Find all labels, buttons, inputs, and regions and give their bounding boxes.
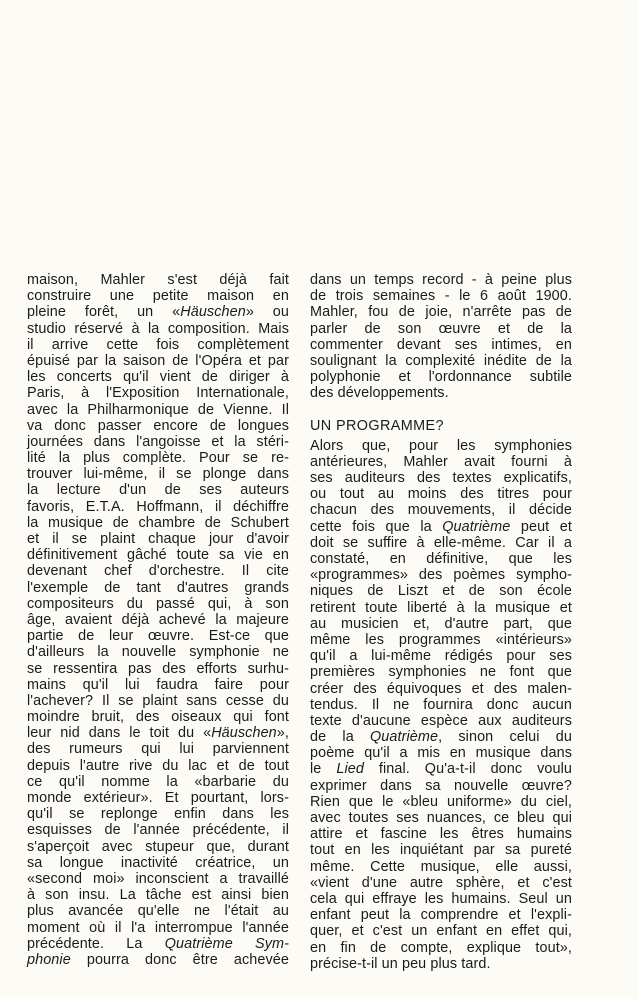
- text-line: commenter devant ses intimes, en: [310, 336, 572, 353]
- text-line: au musicien et, d'autre part, que: [310, 615, 572, 632]
- text-line: texte d'aucune espèce aux auditeurs: [310, 712, 572, 729]
- text-line: même. Cette musique, elle aussi,: [310, 858, 572, 875]
- text-line: «vient d'une autre sphère, et c'est: [310, 874, 572, 891]
- text-line: trouver lui-même, il se plonge dans: [27, 466, 289, 483]
- text-line: favoris, E.T.A. Hoffmann, il déchiffre: [27, 498, 289, 515]
- text-line: l'exemple de tant d'autres grands: [27, 579, 289, 596]
- text-line: d'ailleurs la nouvelle symphonie ne: [27, 644, 289, 661]
- text-line: polyphonie et l'ordonnance subtile: [310, 369, 572, 386]
- text-line: à son insu. La tâche est ainsi bien: [27, 887, 289, 904]
- text-line: partie de leur œuvre. Est-ce que: [27, 628, 289, 645]
- text-line: «second moi» inconscient a travaillé: [27, 870, 289, 887]
- left-text-column: [27, 272, 289, 968]
- intro-paragraph: [310, 272, 572, 402]
- text-line: antérieures, Mahler avait fourni à: [310, 453, 572, 470]
- text-line: s'aperçoit avec stupeur que, durant: [27, 838, 289, 855]
- text-line: qu'il a lui-même rédigés pour ses: [310, 648, 572, 665]
- text-line: studio réservé à la composition. Mais: [27, 320, 289, 337]
- text-line: parler de son œuvre et de la: [310, 320, 572, 337]
- text-line: les concerts qu'il vient de diriger à: [27, 369, 289, 386]
- text-line: ce qu'il nomme la «barbarie du: [27, 773, 289, 790]
- text-line: devenant chef d'orchestre. Il cite: [27, 563, 289, 580]
- text-line: enfant peut la comprendre et l'expli-: [310, 907, 572, 924]
- text-line: cela qui effraye les humains. Seul un: [310, 890, 572, 907]
- text-line: l'achever? Il se plaint sans cesse du: [27, 692, 289, 709]
- text-line: leur nid dans le toit du «Häuschen»,: [27, 725, 289, 742]
- text-line: esquisses de l'année précédente, il: [27, 822, 289, 839]
- text-line: depuis l'autre rive du lac et de tout: [27, 757, 289, 774]
- text-line: Mahler, fou de joie, n'arrête pas de: [310, 304, 572, 321]
- text-line: le Lied final. Qu'a-t-il donc voulu: [310, 761, 573, 778]
- text-line: construire une petite maison en: [27, 288, 289, 305]
- text-line: précédente. La Quatrième Sym-: [27, 935, 289, 952]
- text-line: exprimer dans sa nouvelle œuvre?: [310, 777, 572, 794]
- text-line: ses auditeurs des textes explicatifs,: [310, 470, 572, 487]
- text-line: même les programmes «intérieurs»: [310, 631, 572, 648]
- text-line: plus avancée qu'elle ne l'était au: [27, 903, 289, 920]
- text-line: constaté, en définitive, que les: [310, 551, 572, 567]
- text-line: de trois semaines - le 6 août 1900.: [310, 288, 572, 305]
- program-paragraph: [310, 438, 572, 972]
- text-line: niques de Liszt et de son école: [310, 583, 572, 600]
- text-line: de la Quatrième, sinon celui du: [310, 729, 572, 746]
- text-line: mains qu'il lui faudra faire pour: [27, 676, 289, 693]
- text-line: soulignant la complexité inédite de la: [310, 352, 572, 369]
- text-line: cette fois que la Quatrième peut et: [310, 518, 572, 535]
- text-line: tendus. Il ne fournira donc aucun: [310, 696, 572, 713]
- text-line: la lecture d'un de ses auteurs: [27, 482, 289, 499]
- text-line: se ressentira pas des efforts surhu-: [27, 660, 289, 677]
- text-line: compositeurs du passé qui, à son: [27, 595, 289, 612]
- text-line: définitivement gâché toute sa vie en: [27, 547, 289, 564]
- text-line: lité la plus complète. Pour se re-: [27, 450, 289, 467]
- text-line: chacun des mouvements, il décide: [310, 502, 572, 519]
- text-line: va donc passer encore de longues: [27, 417, 289, 434]
- text-line: phonie pourra donc être achevée: [27, 951, 289, 968]
- text-line: maison, Mahler s'est déjà fait: [27, 272, 289, 288]
- text-line: en fin de compte, explique tout»,: [310, 939, 572, 956]
- text-line: poème qu'il a mis en musique dans: [310, 745, 572, 762]
- text-line: et il se plaint chaque jour d'avoir: [27, 531, 289, 547]
- text-line: tout en les inquiétant par sa pureté: [310, 842, 572, 859]
- text-line: la musique de chambre de Schubert: [27, 514, 289, 531]
- text-line: Rien que le «bleu uniforme» du ciel,: [310, 793, 572, 810]
- text-line: journées dans l'angoisse et la stéri-: [27, 433, 289, 450]
- text-line: il arrive cette fois complètement: [27, 336, 289, 353]
- text-line: des rumeurs qui lui parviennent: [27, 741, 289, 758]
- text-line: créer des équivoques et des malen-: [310, 680, 572, 697]
- text-line: moment où il l'a interrompue l'année: [27, 919, 289, 936]
- text-line: avec la Philharmonique de Vienne. Il: [27, 401, 289, 418]
- text-line: moindre bruit, des oiseaux qui font: [27, 709, 289, 726]
- text-line: Alors que, pour les symphonies: [310, 437, 572, 454]
- text-line: doit se suffire à elle-même. Car il a: [310, 534, 572, 551]
- text-line: épuisé par la saison de l'Opéra et par: [27, 352, 289, 369]
- section-spacer: [310, 402, 572, 418]
- text-line: quer, et c'est un enfant en effet qui,: [310, 923, 572, 940]
- text-line: pleine forêt, un «Häuschen» ou: [27, 304, 289, 321]
- text-line: avec toutes ses nuances, ce bleu qui: [310, 810, 572, 826]
- text-line: «programmes» des poèmes sympho-: [310, 567, 572, 584]
- text-line: Paris, à l'Exposition Internationale,: [27, 385, 289, 402]
- text-line: attire et fascine les êtres humains: [310, 826, 572, 843]
- text-line: premières symphonies ne font que: [310, 664, 572, 681]
- text-line: précise-t-il un peu plus tard.: [310, 955, 491, 972]
- text-line: dans un temps record - à peine plus: [310, 272, 572, 288]
- text-line: âge, avaient déjà achevé la majeure: [27, 611, 289, 628]
- text-line: retirent toute liberté à la musique et: [310, 599, 572, 616]
- text-line: qu'il se replonge enfin dans les: [27, 806, 289, 823]
- section-heading: UN PROGRAMME?: [310, 417, 444, 434]
- text-line: monde extérieur». Et pourtant, lors-: [27, 790, 289, 806]
- text-line: ou tout au moins des titres pour: [310, 486, 572, 503]
- right-text-column: [310, 272, 572, 972]
- text-line: sa longue inactivité créatrice, un: [27, 854, 289, 871]
- text-line: des développements.: [310, 385, 449, 402]
